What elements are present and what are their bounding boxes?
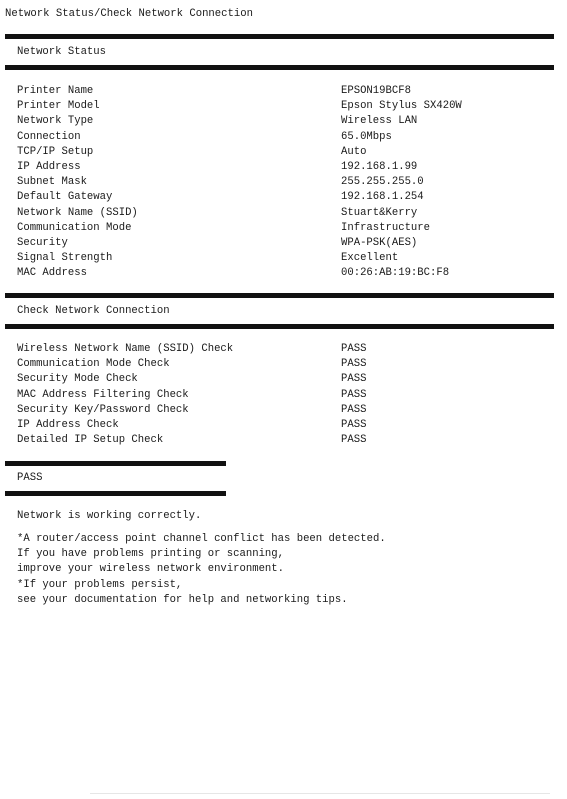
table-row [17,357,537,372]
row-value: PASS [341,358,367,371]
row-label: Communication Mode Check [17,358,170,371]
result-rule-top [5,461,226,466]
row-value: 00:26:AB:19:BC:F8 [341,267,450,280]
table-row [17,160,537,175]
row-value: Infrastructure [341,221,431,234]
row-label: Communication Mode [17,221,132,234]
row-value: Auto [341,145,367,158]
result-summary: Network is working correctly. [17,510,202,522]
check-connection-table [17,342,537,448]
row-value: Epson Stylus SX420W [341,100,462,113]
row-value: 255.255.255.0 [341,176,424,189]
row-value: PASS [341,343,367,355]
result-status: PASS [17,472,43,484]
table-row [17,190,537,205]
note-line: *A router/access point channel conflict has been detected. [17,533,386,545]
page-edge-line [90,793,550,794]
row-label: IP Address [17,160,81,173]
result-summary-block [17,509,537,524]
note-line: see your documentation for help and networking tips. [17,593,348,606]
row-value: Excellent [341,252,399,265]
table-row [17,251,537,266]
table-row [17,206,537,221]
note-line: *If your problems persist, [17,578,183,591]
table-row [17,403,537,418]
row-value: EPSON19BCF8 [341,85,411,97]
result-rule-bottom [5,491,226,496]
row-label: Network Name (SSID) [17,206,138,219]
row-label: MAC Address [17,267,87,280]
table-row [17,372,537,387]
row-label: Connection [17,130,81,143]
note-line: improve your wireless network environment. [17,563,285,576]
page-title: Network Status/Check Network Connection [5,8,253,20]
row-label: Network Type [17,115,94,128]
row-label: Wireless Network Name (SSID) Check [17,343,234,355]
row-label: TCP/IP Setup [17,145,94,158]
row-value: Stuart&Kerry [341,206,418,219]
row-label: MAC Address Filtering Check [17,388,189,401]
section-rule-top [5,293,554,298]
table-row [17,221,537,236]
row-value: Wireless LAN [341,115,418,128]
row-label: Printer Name [17,85,94,97]
table-row [17,236,537,251]
row-label: Security [17,236,68,249]
row-value: PASS [341,373,367,386]
table-row [17,145,537,160]
row-value: 65.0Mbps [341,130,392,143]
table-row [17,175,537,190]
row-value: PASS [341,434,367,447]
row-value: WPA-PSK(AES) [341,236,418,249]
row-label: Default Gateway [17,191,113,204]
row-label: Subnet Mask [17,176,87,189]
row-label: Security Key/Password Check [17,403,189,416]
row-label: Signal Strength [17,252,113,265]
result-notes [17,532,537,608]
check-connection-heading: Check Network Connection [17,305,170,317]
table-row [17,388,537,403]
note-line: If you have problems printing or scanning, [17,548,285,561]
row-value: 192.168.1.254 [341,191,424,204]
section-rule-top [5,34,554,39]
row-label: IP Address Check [17,418,119,431]
table-row [17,266,537,281]
network-status-table [17,84,537,281]
table-row [17,130,537,145]
row-value: PASS [341,403,367,416]
table-row [17,418,537,433]
table-row [17,433,537,448]
row-label: Printer Model [17,100,100,113]
section-rule-bottom [5,324,554,329]
row-label: Detailed IP Setup Check [17,434,164,447]
row-value: PASS [341,388,367,401]
section-rule-bottom [5,65,554,70]
row-value: 192.168.1.99 [341,160,418,173]
table-row [17,84,537,99]
table-row [17,114,537,129]
table-row [17,342,537,357]
row-value: PASS [341,418,367,431]
network-status-heading: Network Status [17,46,107,58]
table-row [17,99,537,114]
row-label: Security Mode Check [17,373,138,386]
